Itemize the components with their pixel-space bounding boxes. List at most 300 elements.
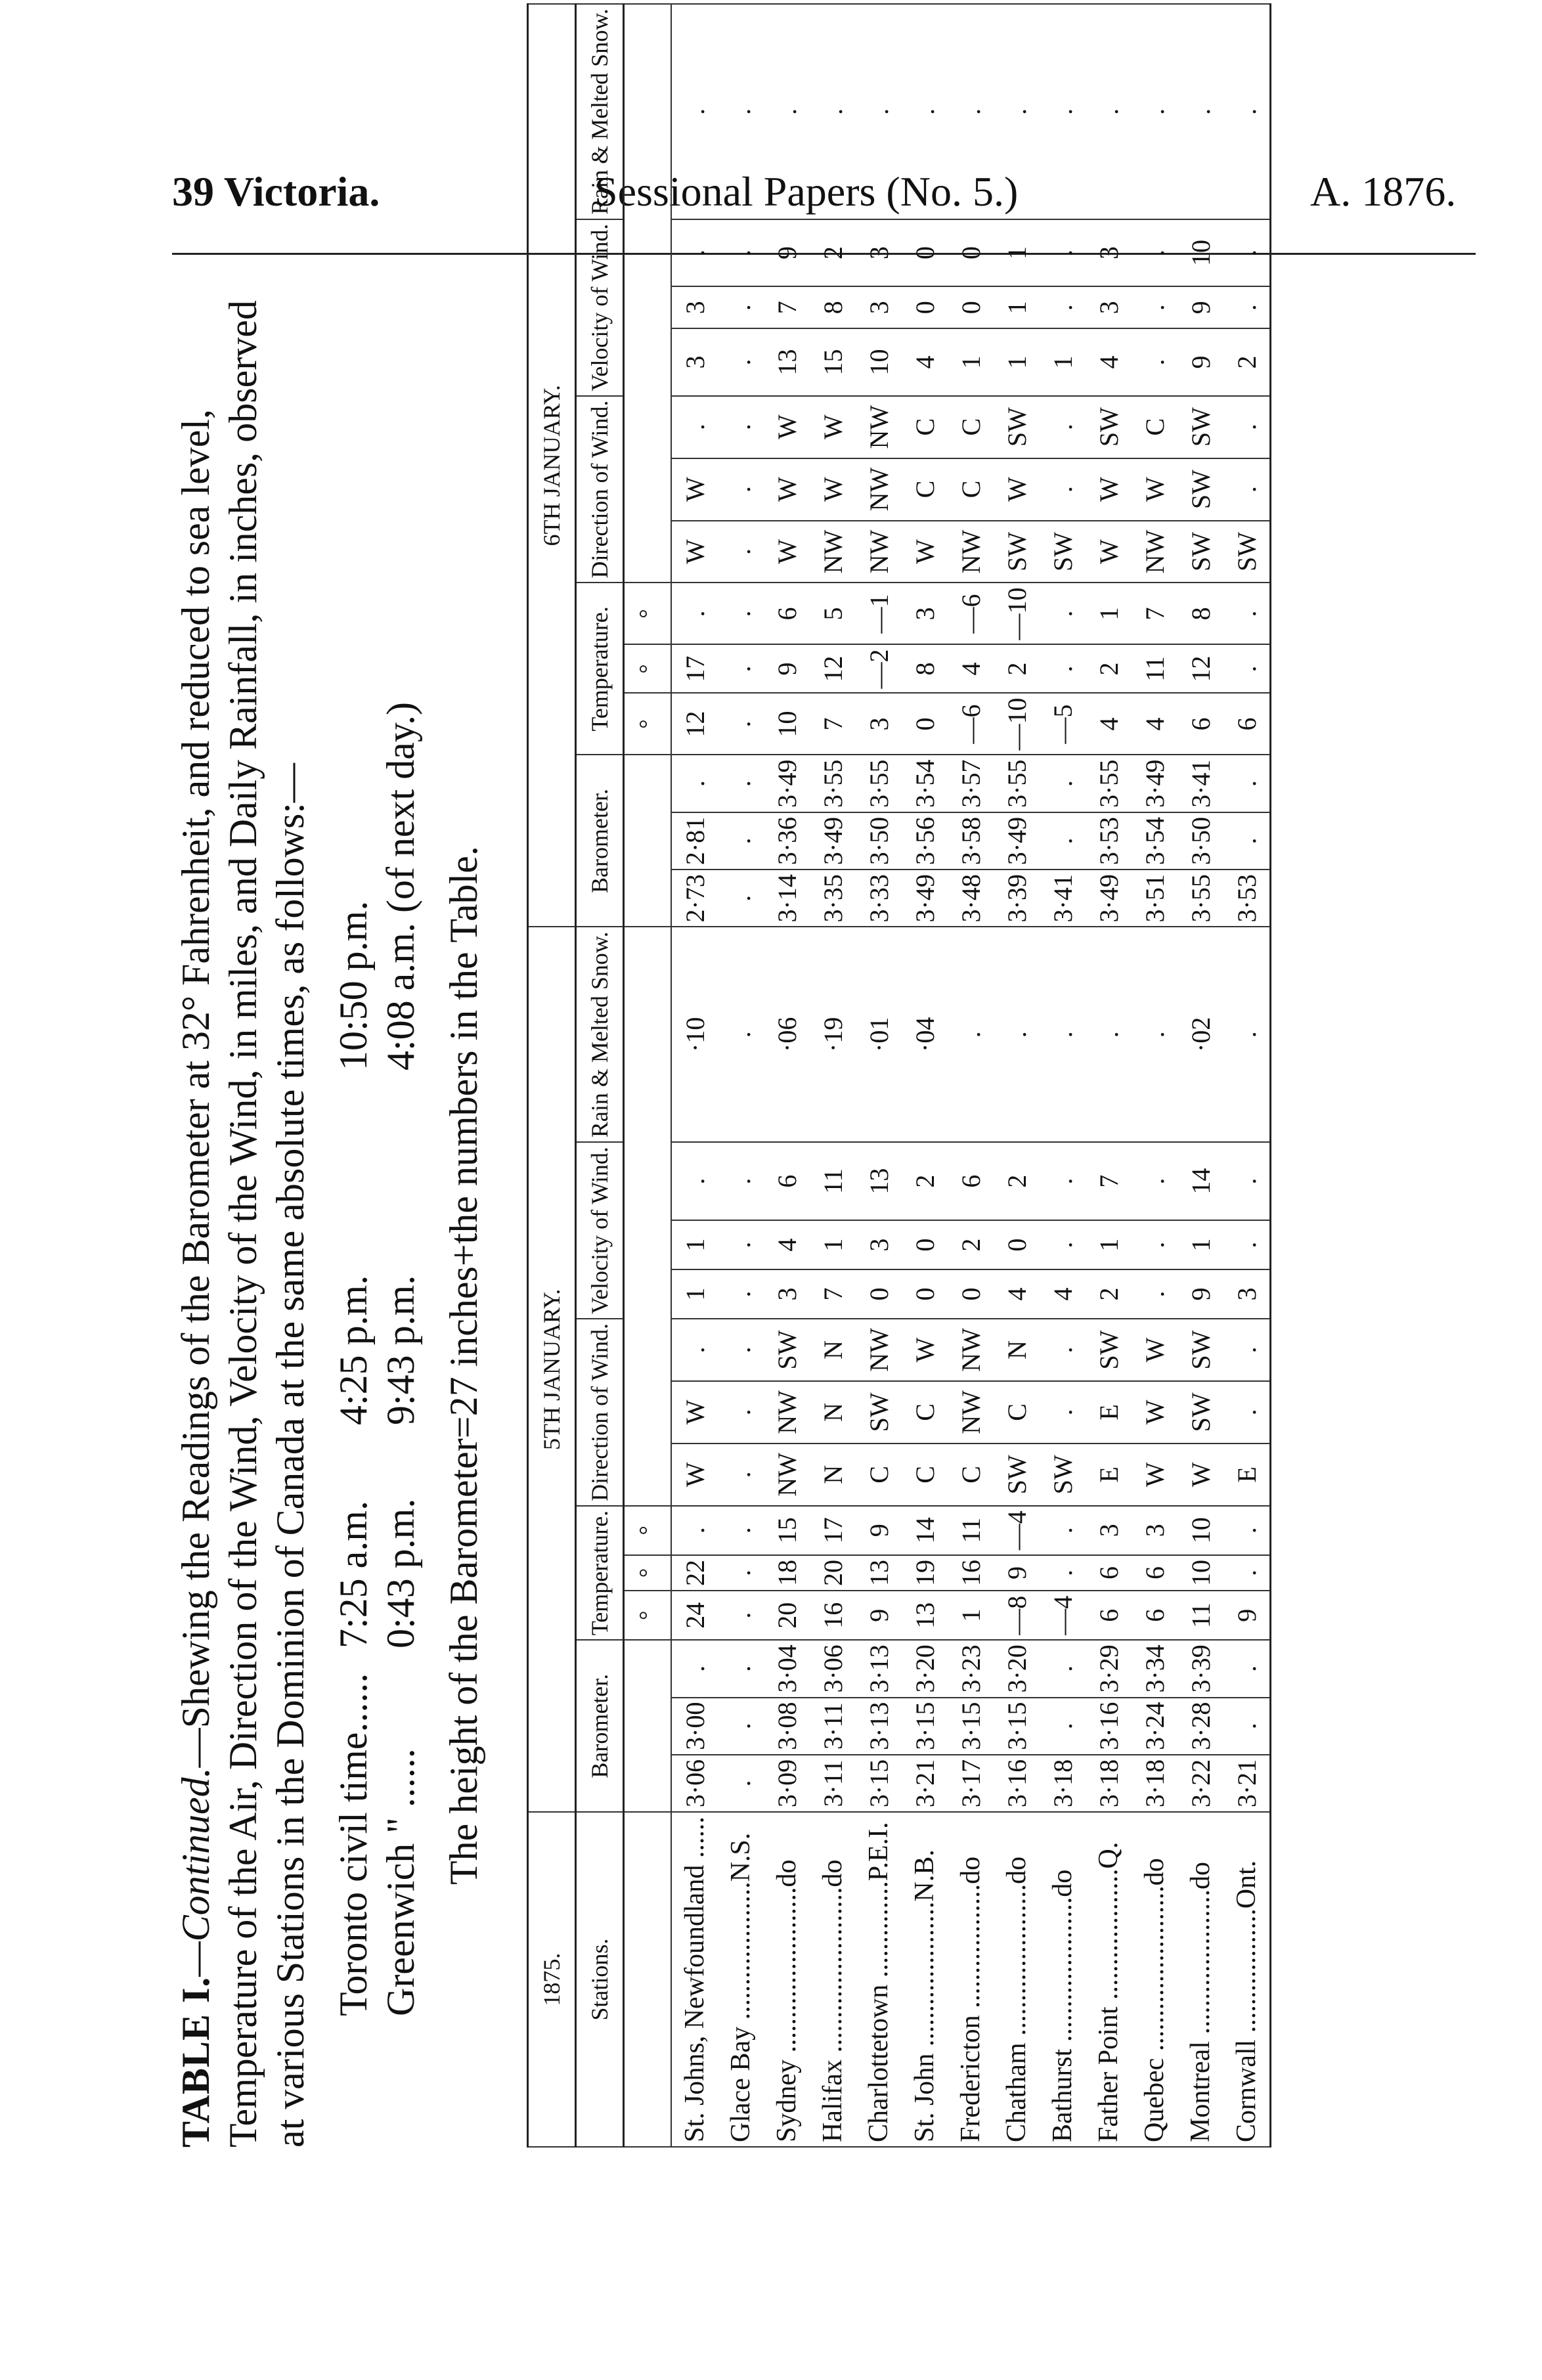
data-cell: SW [1040, 521, 1086, 583]
data-cell: 3·34 [1132, 1640, 1178, 1697]
station-name: St. Johns, Newfoundland ...... [671, 1812, 718, 2147]
data-cell: . [1040, 755, 1086, 812]
data-cell: 3·15 [902, 1698, 948, 1755]
data-cell: C [948, 1443, 994, 1506]
caption-text: —Shewing the Readings of the Barometer at 32° Fahrenheit, and reduced to sea level, Temperature of the Air, Direction of the Wind, Velocity of the Wind, in miles, and Daily Rainfall, in inches, observed at various Stations in the Dominion of Canada at the same absolute times, as follows:— [174, 300, 312, 2148]
data-cell: SW [1178, 521, 1223, 583]
data-cell: 8 [810, 286, 856, 328]
time-column-2 [330, 1162, 424, 1425]
data-cell: C [856, 1443, 902, 1506]
data-cell: . [671, 219, 718, 286]
data-cell: 17 [671, 644, 718, 693]
data-cell: NW [764, 1381, 810, 1443]
data-cell: . [1040, 1555, 1086, 1591]
data-cell: 1 [1178, 1220, 1223, 1269]
data-cell: 3·54 [1132, 812, 1178, 870]
data-cell: 3·29 [1086, 1640, 1132, 1697]
data-cell: 19 [902, 1555, 948, 1591]
header-title: Sessional Papers (No. 5.) [594, 168, 1019, 215]
data-cell: 3·22 [1178, 1755, 1223, 1812]
data-cell: 2 [994, 644, 1040, 693]
data-cell: SW [994, 521, 1040, 583]
data-cell: N [810, 1381, 856, 1443]
data-cell: W [810, 458, 856, 521]
data-cell: 3·36 [764, 812, 810, 870]
station-name: Father Point ...................Q. [1086, 1812, 1132, 2147]
data-cell: N [994, 1319, 1040, 1381]
data-cell: 4 [948, 644, 994, 693]
data-cell: 3·50 [856, 812, 902, 870]
weather-table [527, 3, 1271, 2148]
data-cell: . [718, 1591, 764, 1640]
header-volume: 39 Victoria. [172, 168, 380, 215]
data-cell: 2 [948, 1220, 994, 1269]
data-cell: 0 [902, 1220, 948, 1269]
data-cell: 3·55 [810, 755, 856, 812]
data-cell: NW [856, 1319, 902, 1381]
data-cell: . [1223, 396, 1271, 458]
data-cell: ·06 [764, 927, 810, 1142]
station-name: Montreal .....................do [1178, 1812, 1223, 2147]
data-cell: 8 [902, 644, 948, 693]
data-cell: . [856, 4, 902, 219]
data-cell: . [1040, 927, 1086, 1142]
data-cell: 9 [994, 1555, 1040, 1591]
data-cell: 3·11 [810, 1698, 856, 1755]
data-cell: . [1223, 1381, 1271, 1443]
data-cell: . [1223, 1220, 1271, 1269]
header-row-days [528, 4, 576, 2147]
data-cell: 1 [810, 1220, 856, 1269]
data-cell: E [1223, 1443, 1271, 1506]
data-cell: 3·54 [902, 755, 948, 812]
data-cell: . [718, 1640, 764, 1697]
station-name: St. John .....................N.B. [902, 1812, 948, 2147]
data-cell: 3·53 [1086, 812, 1132, 870]
data-cell: . [718, 755, 764, 812]
data-cell: —2 [856, 644, 902, 693]
data-cell: . [718, 870, 764, 927]
data-cell: . [671, 1142, 718, 1220]
greenwich-time-3: 4:08 a.m. (of next day.) [379, 702, 422, 1070]
station-name: Charlottetown ..............P.E.I. [856, 1812, 902, 2147]
data-cell: . [1223, 1640, 1271, 1697]
table-row [994, 4, 1040, 2147]
data-cell: C [948, 396, 994, 458]
day1-header: 5TH JANUARY. [528, 927, 576, 1812]
data-cell: 3 [1086, 286, 1132, 328]
d5-velocity-header: Velocity of Wind. [576, 1142, 624, 1319]
data-cell: 0 [856, 1269, 902, 1319]
data-cell: . [718, 458, 764, 521]
data-cell: W [1132, 1443, 1178, 1506]
data-cell: . [718, 1142, 764, 1220]
data-cell: 3·15 [856, 1755, 902, 1812]
data-cell: 0 [948, 1269, 994, 1319]
data-cell: 3·49 [764, 755, 810, 812]
data-cell: . [994, 4, 1040, 219]
stations-header: Stations. [576, 1812, 624, 2147]
data-cell: . [1040, 4, 1086, 219]
d6-rain-header: Rain & Melted Snow. [576, 4, 624, 219]
data-cell: 14 [1178, 1142, 1223, 1220]
data-cell: . [1040, 1381, 1086, 1443]
data-cell: . [1132, 286, 1178, 328]
data-cell: . [718, 396, 764, 458]
data-cell: NW [856, 521, 902, 583]
data-cell: SW [994, 1443, 1040, 1506]
data-cell: 6 [1178, 693, 1223, 755]
data-cell: ·02 [1178, 927, 1223, 1142]
data-cell: 3·49 [1132, 755, 1178, 812]
data-cell: 3·16 [1086, 1698, 1132, 1755]
station-name: Fredericton ..................do [948, 1812, 994, 2147]
data-cell: W [902, 1319, 948, 1381]
data-cell: . [1223, 812, 1271, 870]
data-cell: . [718, 1319, 764, 1381]
data-cell: 3·49 [810, 812, 856, 870]
data-cell: 3·50 [1178, 812, 1223, 870]
data-cell: 13 [764, 328, 810, 395]
data-cell: 3 [1223, 1269, 1271, 1319]
data-cell: 1 [948, 328, 994, 395]
greenwich-time-2: 9:43 p.m. [379, 1275, 422, 1425]
table-row [856, 4, 902, 2147]
data-cell: 3 [1086, 1506, 1132, 1555]
data-cell: . [1223, 927, 1271, 1142]
data-cell: —4 [1040, 1591, 1086, 1640]
table-row [948, 4, 994, 2147]
data-cell: C [948, 458, 994, 521]
data-cell: 3·08 [764, 1698, 810, 1755]
data-cell: 1 [994, 219, 1040, 286]
data-cell: . [1040, 1506, 1086, 1555]
data-cell: 3·15 [948, 1698, 994, 1755]
data-cell: 2 [994, 1142, 1040, 1220]
data-cell: . [671, 1319, 718, 1381]
data-cell: 10 [1178, 1506, 1223, 1555]
data-cell: . [1132, 328, 1178, 395]
degree-mark: ° [624, 693, 672, 755]
station-name: Cornwall ..................Ont. [1223, 1812, 1271, 2147]
station-name: Bathurst .....................do [1040, 1812, 1086, 2147]
data-cell: 17 [810, 1506, 856, 1555]
data-cell: 3·55 [856, 755, 902, 812]
data-cell: . [1223, 1555, 1271, 1591]
data-cell: 2·81 [671, 812, 718, 870]
data-cell: 3 [1132, 1506, 1178, 1555]
d5-rain-header: Rain & Melted Snow. [576, 927, 624, 1142]
data-cell: 3·53 [1223, 870, 1271, 927]
blank-cell [624, 1812, 672, 2147]
data-cell: —6 [948, 583, 994, 644]
data-cell: . [1040, 1319, 1086, 1381]
data-cell: —10 [994, 693, 1040, 755]
time-column-3 [330, 545, 424, 1070]
data-cell: 9 [856, 1506, 902, 1555]
d5-barometer-header: Barometer. [576, 1640, 624, 1812]
table-row [1132, 4, 1178, 2147]
data-cell: . [1223, 286, 1271, 328]
data-cell: 1 [994, 328, 1040, 395]
data-cell: 3·18 [1086, 1755, 1132, 1812]
data-cell: SW [1178, 1319, 1223, 1381]
data-cell: W [902, 521, 948, 583]
data-cell: W [671, 1443, 718, 1506]
data-cell: . [671, 755, 718, 812]
data-cell: . [1086, 927, 1132, 1142]
data-cell: 6 [1132, 1591, 1178, 1640]
data-cell: 3 [902, 583, 948, 644]
data-cell: . [718, 286, 764, 328]
data-cell: 3·06 [671, 1755, 718, 1812]
toronto-time-1: 7:25 a.m. [332, 1501, 375, 1648]
station-name: Glace Bay ....................N.S. [718, 1812, 764, 2147]
data-cell: . [1040, 286, 1086, 328]
data-cell: 3·13 [856, 1640, 902, 1697]
data-cell: N [810, 1443, 856, 1506]
data-cell: 3 [671, 328, 718, 395]
data-cell: 3·04 [764, 1640, 810, 1697]
data-cell: 6 [1086, 1555, 1132, 1591]
data-cell: 11 [1132, 644, 1178, 693]
data-cell: . [718, 1443, 764, 1506]
data-cell: C [902, 1381, 948, 1443]
data-cell: . [810, 4, 856, 219]
station-name: Halifax ........................do [810, 1812, 856, 2147]
data-cell: SW [1178, 1381, 1223, 1443]
data-cell: 3·57 [948, 755, 994, 812]
table-body [671, 4, 1271, 2147]
data-cell: SW [1178, 458, 1223, 521]
data-cell: . [1040, 1698, 1086, 1755]
data-cell: . [1040, 1220, 1086, 1269]
data-cell: SW [1040, 1443, 1086, 1506]
data-cell: . [1223, 1319, 1271, 1381]
data-cell: . [1178, 4, 1223, 219]
data-cell: 6 [1223, 693, 1271, 755]
data-cell: . [1223, 1142, 1271, 1220]
data-cell: . [1223, 755, 1271, 812]
data-cell: 3·24 [1132, 1698, 1178, 1755]
data-cell: . [671, 583, 718, 644]
d6-velocity-header: Velocity of Wind. [576, 219, 624, 396]
data-cell: 3·58 [948, 812, 994, 870]
data-cell: . [1040, 396, 1086, 458]
day2-header: 6TH JANUARY. [528, 4, 576, 927]
data-cell: 3·55 [1086, 755, 1132, 812]
data-cell: W [1178, 1443, 1223, 1506]
data-cell: 9 [1178, 286, 1223, 328]
data-cell: 13 [856, 1142, 902, 1220]
data-cell: 6 [1132, 1555, 1178, 1591]
data-cell: NW [856, 458, 902, 521]
data-cell: 6 [764, 583, 810, 644]
data-cell: . [718, 328, 764, 395]
data-cell: —6 [948, 693, 994, 755]
data-cell: C [902, 396, 948, 458]
header-row-fields [576, 4, 624, 2147]
data-cell: . [1040, 1640, 1086, 1697]
data-cell: 13 [902, 1591, 948, 1640]
data-cell: NW [1132, 521, 1178, 583]
blank-cell [624, 755, 672, 927]
data-cell: 3·39 [1178, 1640, 1223, 1697]
data-cell: . [1040, 812, 1086, 870]
table-row [1086, 4, 1132, 2147]
data-cell: 16 [948, 1555, 994, 1591]
data-cell: 3·18 [1040, 1755, 1086, 1812]
data-cell: . [1132, 1269, 1178, 1319]
data-cell: 15 [764, 1506, 810, 1555]
data-cell: 6 [764, 1142, 810, 1220]
data-cell: 2 [902, 1142, 948, 1220]
data-cell: 9 [764, 219, 810, 286]
data-cell: W [671, 521, 718, 583]
barometer-height-note: The height of the Barometer=27 inches+the numbers in the Table. [442, 846, 485, 1885]
data-cell: 3·55 [994, 755, 1040, 812]
data-cell: . [1223, 1698, 1271, 1755]
data-cell: 4 [1086, 328, 1132, 395]
data-cell: 3·13 [856, 1698, 902, 1755]
data-cell: 3·17 [948, 1755, 994, 1812]
data-cell: W [671, 1381, 718, 1443]
data-cell: C [902, 1443, 948, 1506]
toronto-time-3: 10:50 p.m. [332, 900, 375, 1070]
data-cell: 3·33 [856, 870, 902, 927]
data-cell: SW [856, 1381, 902, 1443]
data-cell: 24 [671, 1591, 718, 1640]
table-row [1178, 4, 1223, 2147]
data-cell: E [1086, 1443, 1132, 1506]
data-cell: C [994, 1381, 1040, 1443]
data-cell: . [994, 927, 1040, 1142]
data-cell: 4 [764, 1220, 810, 1269]
data-cell: . [1040, 219, 1086, 286]
data-cell: . [1132, 1220, 1178, 1269]
data-cell: 3·06 [810, 1640, 856, 1697]
data-cell: 2 [1223, 328, 1271, 395]
data-cell: 1 [671, 1269, 718, 1319]
data-cell: 3·21 [902, 1755, 948, 1812]
data-cell: . [1223, 583, 1271, 644]
degree-mark: ° [624, 644, 672, 693]
table-row [902, 4, 948, 2147]
data-cell: ·10 [671, 927, 718, 1142]
data-cell: —5 [1040, 693, 1086, 755]
blank-cell [624, 927, 672, 1505]
data-cell: . [1132, 219, 1178, 286]
data-cell: 4 [1086, 693, 1132, 755]
data-cell: 22 [671, 1555, 718, 1591]
data-cell: 3·49 [1086, 870, 1132, 927]
data-cell: 8 [1178, 583, 1223, 644]
data-cell: . [671, 4, 718, 219]
data-cell: 0 [902, 1269, 948, 1319]
data-cell: 4 [1040, 1269, 1086, 1319]
header-year: A. 1876. [1310, 168, 1457, 215]
table-row [718, 4, 764, 2147]
data-cell: 10 [856, 328, 902, 395]
data-cell: 1 [948, 1591, 994, 1640]
data-cell: 3·09 [764, 1755, 810, 1812]
data-cell: 3·18 [1132, 1755, 1178, 1812]
data-cell: 18 [764, 1555, 810, 1591]
data-cell: 7 [1086, 1142, 1132, 1220]
data-cell: 3·11 [810, 1755, 856, 1812]
data-cell: 3·56 [902, 812, 948, 870]
data-cell: . [718, 521, 764, 583]
data-cell: . [1223, 219, 1271, 286]
data-cell: . [718, 1269, 764, 1319]
data-cell: . [1086, 4, 1132, 219]
data-cell: E [1086, 1381, 1132, 1443]
table-row [1223, 4, 1271, 2147]
data-cell: . [671, 396, 718, 458]
data-cell: 2 [810, 219, 856, 286]
data-cell: W [810, 396, 856, 458]
data-cell: 4 [994, 1269, 1040, 1319]
data-cell: 0 [902, 219, 948, 286]
data-cell: 3·49 [902, 870, 948, 927]
d6-barometer-header: Barometer. [576, 755, 624, 927]
data-cell: 9 [764, 644, 810, 693]
data-cell: W [1086, 458, 1132, 521]
data-cell: 9 [856, 1591, 902, 1640]
data-cell: . [671, 1640, 718, 1697]
blank-cell [624, 1640, 672, 1812]
d5-direction-header: Direction of Wind. [576, 1319, 624, 1506]
time-column-1 [330, 1386, 424, 1648]
data-cell: 0 [994, 1220, 1040, 1269]
data-cell: 7 [1132, 583, 1178, 644]
data-cell: . [1132, 927, 1178, 1142]
table-row [810, 4, 856, 2147]
station-name: Quebec ........................do [1132, 1812, 1178, 2147]
data-cell: 1 [1086, 1220, 1132, 1269]
data-cell: 3·16 [994, 1755, 1040, 1812]
data-cell: . [718, 1555, 764, 1591]
data-cell: 11 [810, 1142, 856, 1220]
data-cell: 9 [1178, 1269, 1223, 1319]
data-cell: W [1132, 1381, 1178, 1443]
degree-mark: ° [624, 1555, 672, 1591]
data-cell: 3·39 [994, 870, 1040, 927]
data-cell: . [718, 1220, 764, 1269]
data-cell: . [671, 1506, 718, 1555]
data-cell: . [764, 4, 810, 219]
data-cell: W [671, 458, 718, 521]
data-cell: 3·55 [1178, 870, 1223, 927]
data-cell: 2·73 [671, 870, 718, 927]
data-cell: ·01 [856, 927, 902, 1142]
data-cell: 15 [810, 328, 856, 395]
header-row-degrees [624, 4, 672, 2147]
table-row [1040, 4, 1086, 2147]
data-cell: . [1223, 458, 1271, 521]
data-cell: . [902, 4, 948, 219]
data-cell: . [948, 4, 994, 219]
data-cell: 3·28 [1178, 1698, 1223, 1755]
data-cell: . [1040, 583, 1086, 644]
data-cell: 11 [948, 1506, 994, 1555]
table-row [764, 4, 810, 2147]
data-cell: 3·41 [1178, 755, 1223, 812]
data-cell: . [948, 927, 994, 1142]
data-cell: 0 [902, 693, 948, 755]
data-cell: 1 [994, 286, 1040, 328]
data-cell: 3·21 [1223, 1755, 1271, 1812]
